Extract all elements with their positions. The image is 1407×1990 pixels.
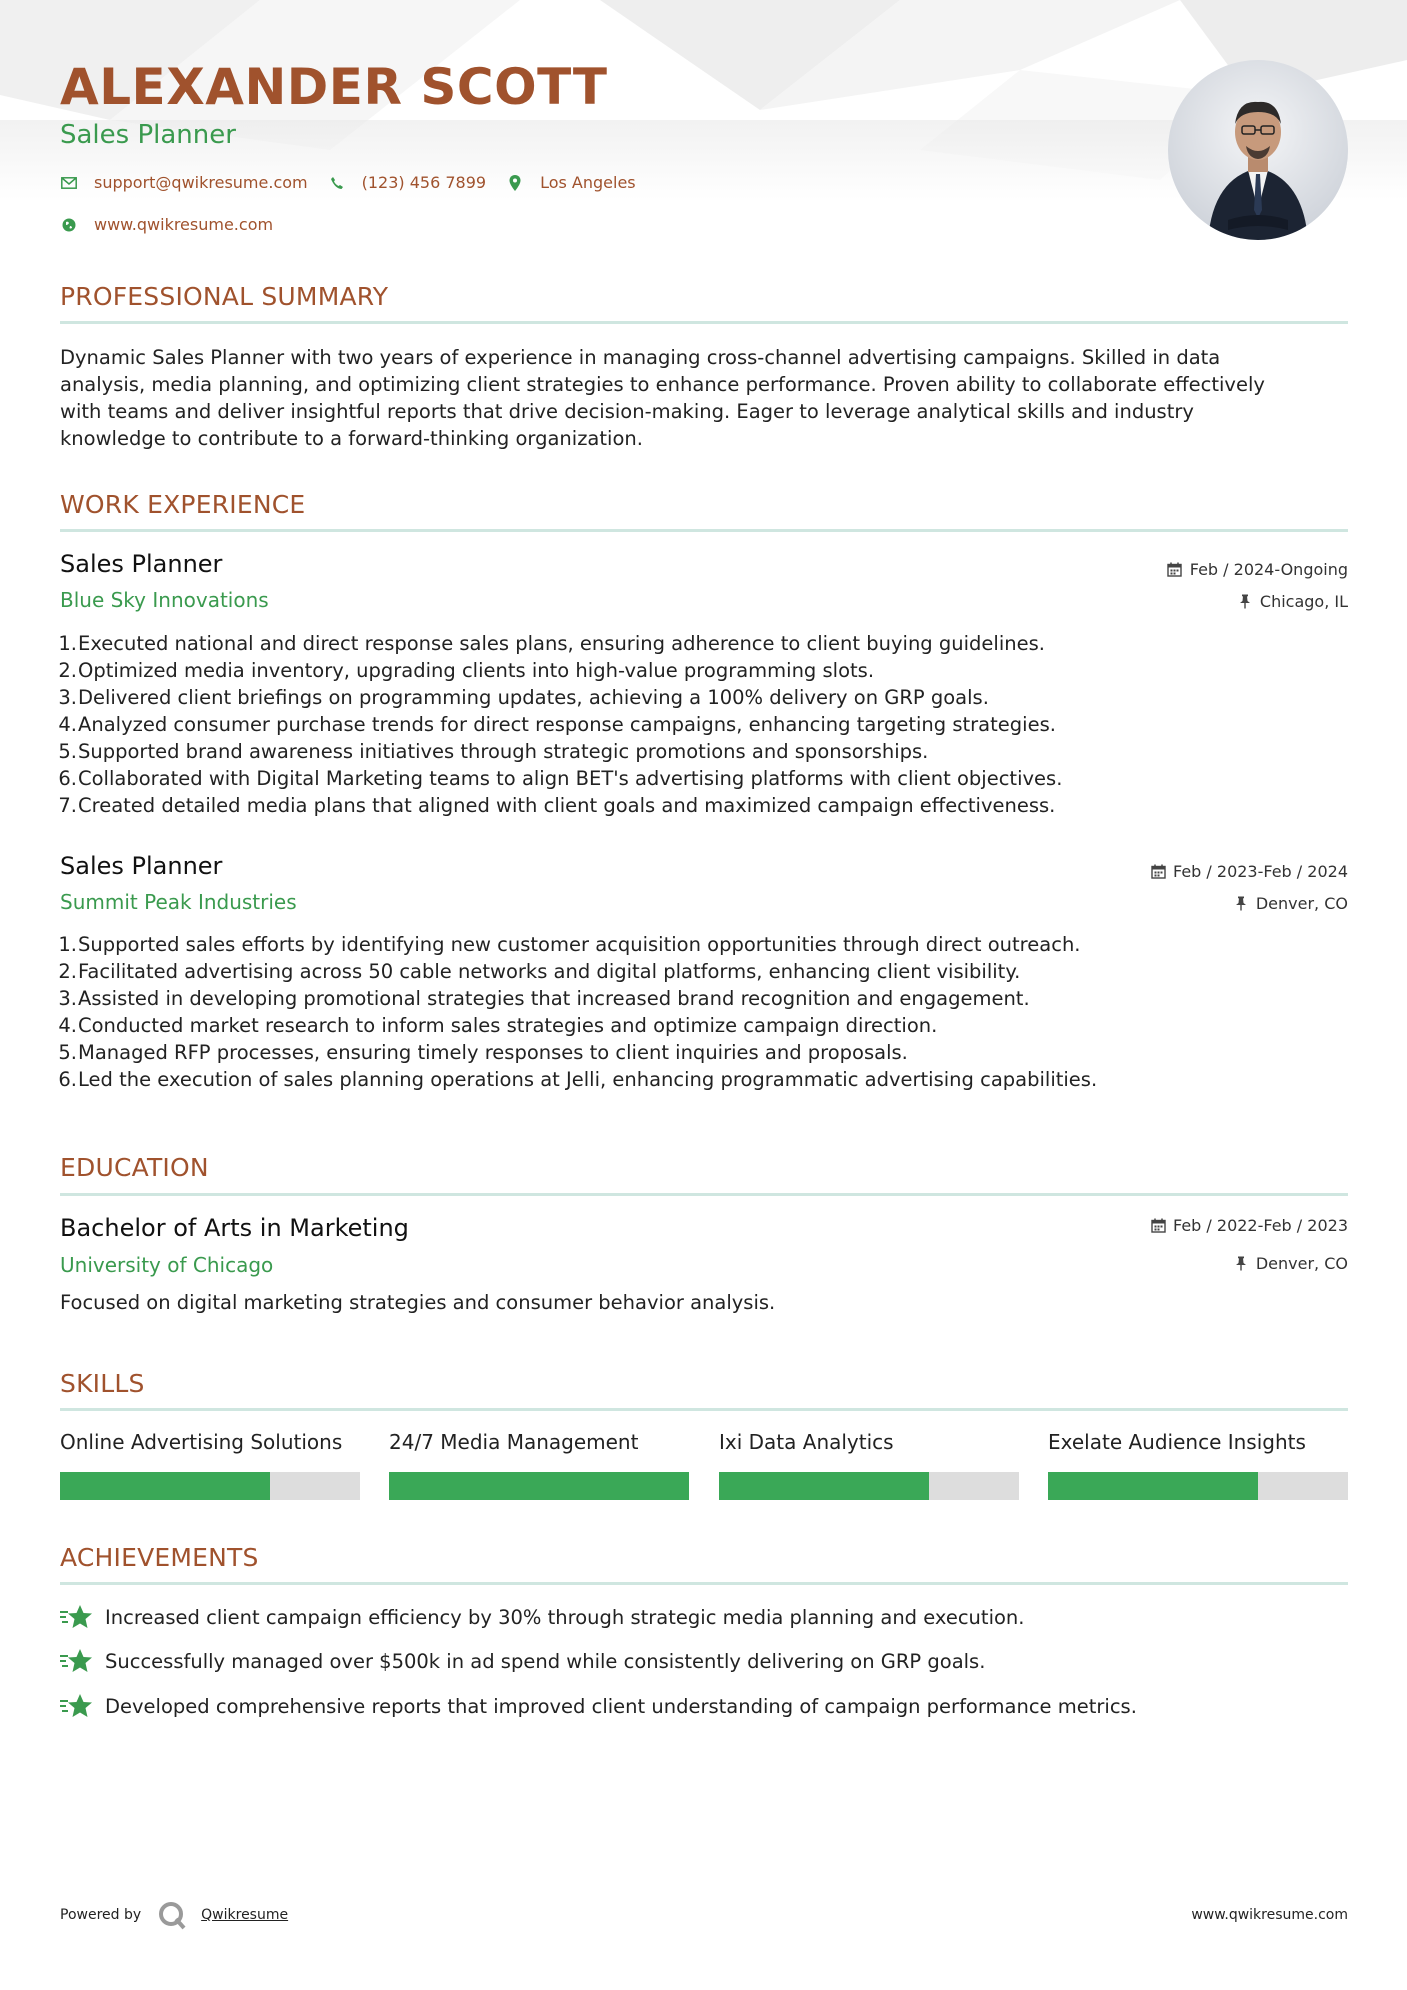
achievement-item	[60, 1693, 1137, 1719]
education-description: Focused on digital marketing strategies and consumer behavior analysis.	[60, 1291, 776, 1314]
education-dates	[1150, 1216, 1348, 1235]
envelope-icon	[60, 174, 78, 192]
star-achievement-icon	[60, 1693, 92, 1719]
experience-section-title: WORK EXPERIENCE	[60, 490, 306, 519]
skill-name: Online Advertising Solutions	[60, 1430, 343, 1454]
job-location-text: Chicago, IL	[1259, 592, 1348, 611]
skill-item	[389, 1430, 689, 1500]
achievement-item	[60, 1648, 985, 1674]
achievement-text: Successfully managed over $500k in ad spend while consistently delivering on GRP goals.	[105, 1649, 986, 1673]
skill-bar	[1048, 1472, 1348, 1500]
skill-item	[60, 1430, 360, 1500]
contact-location: Los Angeles	[540, 173, 636, 192]
phone-icon	[328, 174, 346, 192]
map-pin-icon	[506, 174, 524, 192]
qwikresume-link[interactable]: Qwikresume	[201, 1907, 289, 1923]
powered-by-label: Powered by	[60, 1907, 142, 1923]
pushpin-icon	[1233, 1256, 1249, 1272]
pushpin-icon	[1237, 594, 1253, 610]
website-row	[60, 215, 293, 234]
qwikresume-logo-icon	[157, 1900, 187, 1930]
list-item: 1. Executed national and direct response sales plans, ensuring adherence to client buying guidelines.	[58, 632, 1045, 655]
contact-email[interactable]: support@qwikresume.com	[94, 173, 308, 192]
summary-line: with teams and deliver insightful reports that drive decision-making. Eager to leverage analytical skills and industry	[60, 400, 1194, 423]
footer-website[interactable]: www.qwikresume.com	[1191, 1907, 1348, 1923]
skill-bar	[389, 1472, 689, 1500]
job-company: Summit Peak Industries	[60, 890, 297, 914]
summary-divider	[60, 321, 1348, 324]
candidate-role: Sales Planner	[60, 120, 236, 150]
list-item: 5. Managed RFP processes, ensuring timely responses to client inquiries and proposals.	[58, 1041, 908, 1064]
job-dates-text: Feb / 2023-Feb / 2024	[1173, 862, 1348, 881]
list-item: 4. Conducted market research to inform sales strategies and optimize campaign direction.	[58, 1014, 938, 1037]
education-divider	[60, 1193, 1348, 1196]
experience-divider	[60, 529, 1348, 532]
education-location	[1233, 1254, 1348, 1273]
job-dates-text: Feb / 2024-Ongoing	[1189, 560, 1348, 579]
job-dates	[1167, 560, 1348, 579]
school-name: University of Chicago	[60, 1253, 274, 1277]
skill-bar-fill	[389, 1472, 689, 1500]
education-section-title: EDUCATION	[60, 1153, 209, 1182]
skill-name: 24/7 Media Management	[389, 1430, 639, 1454]
list-item: 3. Assisted in developing promotional strategies that increased brand recognition and engagement.	[58, 987, 1030, 1010]
education-dates-text: Feb / 2022-Feb / 2023	[1173, 1216, 1348, 1235]
summary-line: Dynamic Sales Planner with two years of experience in managing cross-channel advertising campaigns. Skilled in data	[60, 346, 1221, 369]
profile-photo	[1168, 60, 1348, 240]
skill-item	[1048, 1430, 1348, 1500]
job-location	[1233, 894, 1348, 913]
summary-line: knowledge to contribute to a forward-thinking organization.	[60, 427, 643, 450]
achievements-section-title: ACHIEVEMENTS	[60, 1543, 259, 1572]
job-location-text: Denver, CO	[1255, 894, 1348, 913]
contact-row	[60, 173, 656, 192]
achievements-divider	[60, 1582, 1348, 1585]
education-location-text: Denver, CO	[1255, 1254, 1348, 1273]
job-location	[1237, 592, 1348, 611]
summary-line: analysis, media planning, and optimizing client strategies to enhance performance. Proven ability to collaborate effectively	[60, 373, 1265, 396]
job-bullets	[55, 931, 1345, 1093]
achievement-item	[60, 1604, 1024, 1630]
contact-phone[interactable]: (123) 456 7899	[361, 173, 487, 192]
list-item: 6. Led the execution of sales planning operations at Jelli, enhancing programmatic advertising capabilities.	[58, 1068, 1098, 1091]
list-item: 4. Analyzed consumer purchase trends for direct response campaigns, enhancing targeting strategies.	[58, 713, 1056, 736]
achievement-text: Increased client campaign efficiency by 30% through strategic media planning and execution.	[105, 1605, 1025, 1629]
skill-bar-fill	[1048, 1472, 1258, 1500]
list-item: 6. Collaborated with Digital Marketing teams to align BET's advertising platforms with client objectives.	[58, 767, 1063, 790]
job-dates	[1150, 862, 1348, 881]
achievement-text: Developed comprehensive reports that improved client understanding of campaign performance metrics.	[105, 1694, 1137, 1718]
degree-title: Bachelor of Arts in Marketing	[60, 1214, 409, 1242]
summary-section-title: PROFESSIONAL SUMMARY	[60, 282, 389, 311]
footer-powered-by	[60, 1900, 288, 1930]
list-item: 5. Supported brand awareness initiatives through strategic promotions and sponsorships.	[58, 740, 929, 763]
skill-bar	[719, 1472, 1019, 1500]
star-achievement-icon	[60, 1648, 92, 1674]
calendar-icon	[1150, 1218, 1166, 1234]
skill-bar-fill	[719, 1472, 929, 1500]
skill-bar	[60, 1472, 360, 1500]
calendar-icon	[1167, 562, 1183, 578]
list-item: 1. Supported sales efforts by identifying new customer acquisition opportunities through direct outreach.	[58, 933, 1081, 956]
list-item: 7. Created detailed media plans that aligned with client goals and maximized campaign effectiveness.	[58, 794, 1056, 817]
list-item: 2. Optimized media inventory, upgrading clients into high-value programming slots.	[58, 659, 875, 682]
skill-item	[719, 1430, 1019, 1500]
pushpin-icon	[1233, 896, 1249, 912]
star-achievement-icon	[60, 1604, 92, 1630]
job-company: Blue Sky Innovations	[60, 588, 269, 612]
list-item: 3. Delivered client briefings on programming updates, achieving a 100% delivery on GRP goals.	[58, 686, 989, 709]
contact-website[interactable]: www.qwikresume.com	[94, 215, 274, 234]
summary-text	[60, 344, 1350, 452]
skills-section-title: SKILLS	[60, 1369, 145, 1398]
skills-divider	[60, 1408, 1348, 1411]
job-title: Sales Planner	[60, 550, 223, 578]
list-item: 2. Facilitated advertising across 50 cable networks and digital platforms, enhancing client visibility.	[58, 960, 1021, 983]
globe-icon	[60, 216, 78, 234]
skill-name: Ixi Data Analytics	[719, 1430, 894, 1454]
job-title: Sales Planner	[60, 852, 223, 880]
candidate-name: ALEXANDER SCOTT	[60, 58, 608, 116]
job-bullets	[55, 630, 1345, 819]
calendar-icon	[1150, 864, 1166, 880]
skill-bar-fill	[60, 1472, 270, 1500]
skill-name: Exelate Audience Insights	[1048, 1430, 1306, 1454]
